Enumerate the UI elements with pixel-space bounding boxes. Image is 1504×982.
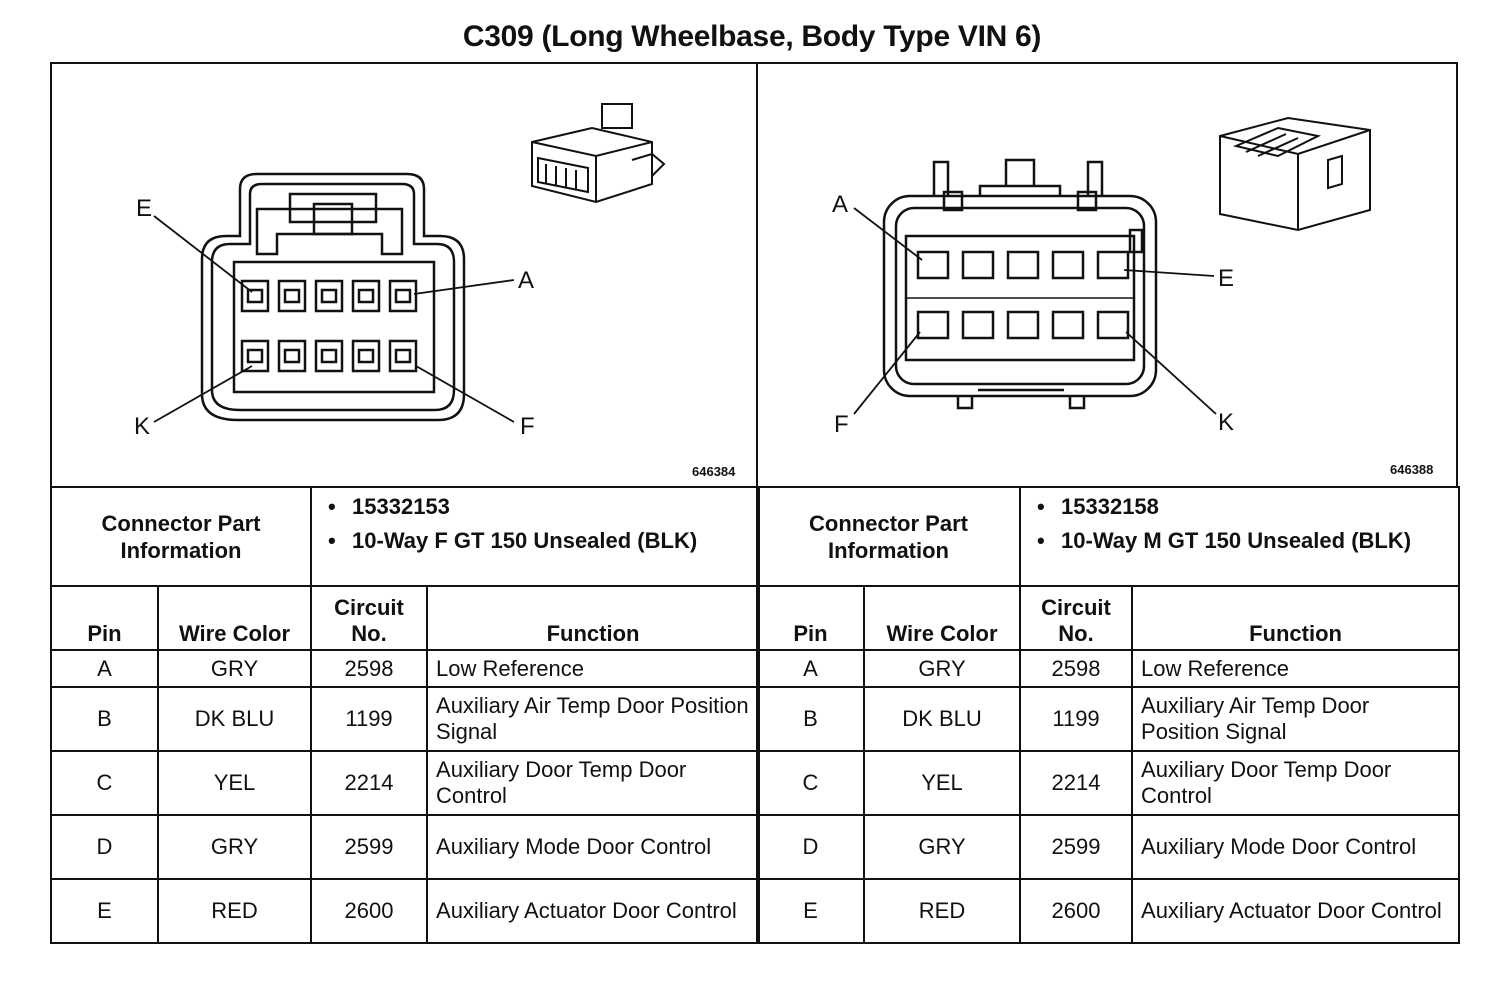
pin-cell: A [757,650,864,687]
figure-number: 646388 [1390,462,1434,477]
function-cell: Low Reference [427,650,759,687]
header-function: Function [427,586,759,650]
female-connector-drawing [52,64,760,490]
function-cell: Auxiliary Actuator Door Control [427,879,759,943]
table-row [51,879,759,943]
color-cell: DK BLU [864,687,1020,751]
function-cell: Auxiliary Mode Door Control [427,815,759,879]
pin-cell: D [757,815,864,879]
table-row [51,650,759,687]
function-cell: Auxiliary Air Temp Door Position Signal [1132,687,1459,751]
table-row [757,751,1459,815]
female-connector-thumbnail [532,104,664,202]
circuit-cell: 1199 [1020,687,1132,751]
table-row [51,815,759,879]
pin-label-k: K [134,413,151,440]
color-cell: DK BLU [158,687,311,751]
function-cell: Auxiliary Air Temp Door Position Signal [427,687,759,751]
header-function: Function [1132,586,1459,650]
color-cell: YEL [864,751,1020,815]
pin-label-a: A [518,267,535,294]
pin-label-e: E [1218,265,1235,292]
table-row [757,879,1459,943]
part-number: • 15332158 [1037,494,1450,519]
figure-number: 646384 [692,464,736,479]
connector-part-row [757,487,1459,586]
table-row [51,751,759,815]
connector-part-label: Connector Part Information [757,487,1020,586]
function-cell: Auxiliary Mode Door Control [1132,815,1459,879]
header-circuit: Circuit No. [311,586,427,650]
circuit-cell: 2600 [1020,879,1132,943]
pin-label-a: A [832,191,849,218]
right-connector-diagram [756,62,1458,488]
header-wire-color: Wire Color [158,586,311,650]
table-row [757,650,1459,687]
left-pinout-table [50,486,760,944]
color-cell: GRY [158,650,311,687]
color-cell: GRY [864,815,1020,879]
circuit-cell: 2214 [311,751,427,815]
connector-part-row [51,487,759,586]
header-pin: Pin [51,586,158,650]
function-cell: Auxiliary Actuator Door Control [1132,879,1459,943]
left-connector-diagram [50,62,758,488]
function-cell: Auxiliary Door Temp Door Control [1132,751,1459,815]
circuit-cell: 1199 [311,687,427,751]
page-title: C309 (Long Wheelbase, Body Type VIN 6) [462,20,1042,53]
male-connector-drawing [758,64,1460,490]
pin-cell: B [757,687,864,751]
header-circuit: Circuit No. [1020,586,1132,650]
part-description: • 10-Way M GT 150 Unsealed (BLK) [1037,528,1450,553]
pin-cell: A [51,650,158,687]
pin-label-f: F [520,413,535,440]
circuit-cell: 2214 [1020,751,1132,815]
color-cell: RED [158,879,311,943]
pin-cell: E [757,879,864,943]
part-info [1020,487,1459,586]
circuit-cell: 2599 [1020,815,1132,879]
pin-label-k: K [1218,409,1235,436]
part-info [311,487,759,586]
color-cell: GRY [158,815,311,879]
pin-cell: B [51,687,158,751]
color-cell: RED [864,879,1020,943]
pin-cell: C [51,751,158,815]
header-pin: Pin [757,586,864,650]
part-number: • 15332153 [328,494,750,519]
circuit-cell: 2599 [311,815,427,879]
circuit-cell: 2598 [311,650,427,687]
pin-cell: D [51,815,158,879]
circuit-cell: 2598 [1020,650,1132,687]
table-row [757,687,1459,751]
part-description: • 10-Way F GT 150 Unsealed (BLK) [328,528,750,553]
right-pinout-table [756,486,1460,944]
header-row [51,586,759,650]
pin-label-e: E [136,195,153,222]
function-cell: Low Reference [1132,650,1459,687]
table-row [51,687,759,751]
color-cell: YEL [158,751,311,815]
header-row [757,586,1459,650]
circuit-cell: 2600 [311,879,427,943]
header-wire-color: Wire Color [864,586,1020,650]
male-connector-thumbnail [1220,118,1370,230]
pin-cell: E [51,879,158,943]
color-cell: GRY [864,650,1020,687]
pin-label-f: F [834,411,849,438]
pin-cell: C [757,751,864,815]
table-row [757,815,1459,879]
function-cell: Auxiliary Door Temp Door Control [427,751,759,815]
connector-part-label: Connector Part Information [51,487,311,586]
